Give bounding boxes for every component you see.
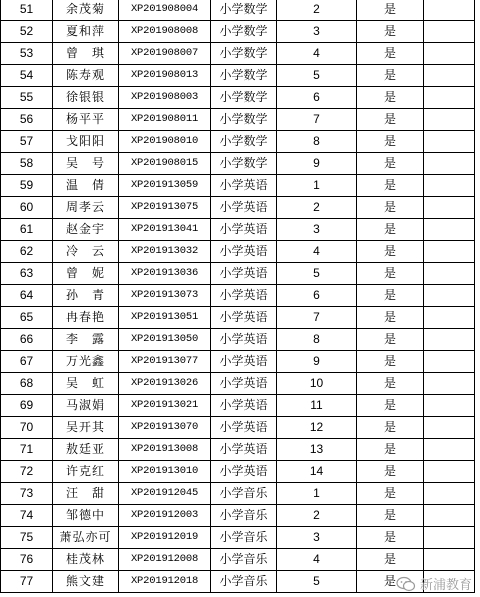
table-row (1, 175, 475, 197)
exam-id-cell: XP201913073 (119, 285, 211, 307)
candidate-name-cell: 陈寿观 (53, 65, 119, 87)
exam-id-cell: XP201912019 (119, 527, 211, 549)
qualified-cell: 是 (357, 87, 424, 109)
candidate-name-cell: 马淑娟 (53, 395, 119, 417)
subject-cell: 小学数学 (211, 21, 277, 43)
qualified-cell: 是 (357, 219, 424, 241)
rank-cell: 5 (277, 263, 357, 285)
subject-cell: 小学数学 (211, 87, 277, 109)
extra-cell (424, 21, 475, 43)
rank-cell: 4 (277, 43, 357, 65)
table-row (1, 549, 475, 571)
watermark-text: 新浦教育 (419, 578, 472, 593)
exam-id-cell: XP201912008 (119, 549, 211, 571)
extra-cell (424, 329, 475, 351)
subject-cell: 小学音乐 (211, 483, 277, 505)
candidate-name-cell: 温 倩 (53, 175, 119, 197)
candidate-name-cell: 萧弘亦可 (53, 527, 119, 549)
subject-cell: 小学音乐 (211, 549, 277, 571)
rank-cell: 6 (277, 87, 357, 109)
exam-id-cell: XP201908011 (119, 109, 211, 131)
exam-id-cell: XP201908015 (119, 153, 211, 175)
subject-cell: 小学英语 (211, 329, 277, 351)
qualified-cell: 是 (357, 131, 424, 153)
row-number-cell: 53 (1, 43, 53, 65)
table-row (1, 395, 475, 417)
exam-id-cell: XP201908013 (119, 65, 211, 87)
table-row (1, 131, 475, 153)
exam-id-cell: XP201908007 (119, 43, 211, 65)
extra-cell (424, 131, 475, 153)
row-number-cell: 55 (1, 87, 53, 109)
row-number-cell: 72 (1, 461, 53, 483)
subject-cell: 小学英语 (211, 417, 277, 439)
table-row (1, 307, 475, 329)
row-number-cell: 65 (1, 307, 53, 329)
exam-id-cell: XP201908003 (119, 87, 211, 109)
wechat-icon (396, 576, 416, 592)
candidate-name-cell: 戈阳阳 (53, 131, 119, 153)
exam-id-cell: XP201908008 (119, 21, 211, 43)
row-number-cell: 51 (1, 0, 53, 21)
qualified-cell: 是 (357, 153, 424, 175)
table-row (1, 43, 475, 65)
qualified-cell: 是 (357, 241, 424, 263)
row-number-cell: 52 (1, 21, 53, 43)
candidate-name-cell: 徐银银 (53, 87, 119, 109)
rank-cell: 8 (277, 329, 357, 351)
extra-cell (424, 219, 475, 241)
rank-cell: 11 (277, 395, 357, 417)
subject-cell: 小学英语 (211, 241, 277, 263)
row-number-cell: 71 (1, 439, 53, 461)
exam-id-cell: XP201908004 (119, 0, 211, 21)
candidate-name-cell: 夏和萍 (53, 21, 119, 43)
rank-cell: 8 (277, 131, 357, 153)
qualified-cell: 是 (357, 263, 424, 285)
subject-cell: 小学英语 (211, 175, 277, 197)
extra-cell (424, 461, 475, 483)
row-number-cell: 54 (1, 65, 53, 87)
extra-cell (424, 175, 475, 197)
qualified-cell: 是 (357, 417, 424, 439)
exam-id-cell: XP201913059 (119, 175, 211, 197)
candidate-name-cell: 余茂菊 (53, 0, 119, 21)
extra-cell (424, 307, 475, 329)
table-row (1, 351, 475, 373)
candidate-name-cell: 曾 妮 (53, 263, 119, 285)
candidate-name-cell: 吴开其 (53, 417, 119, 439)
row-number-cell: 57 (1, 131, 53, 153)
extra-cell (424, 43, 475, 65)
exam-id-cell: XP201913032 (119, 241, 211, 263)
rank-cell: 7 (277, 307, 357, 329)
candidate-name-cell: 冷 云 (53, 241, 119, 263)
exam-id-cell: XP201913021 (119, 395, 211, 417)
qualified-cell: 是 (357, 21, 424, 43)
subject-cell: 小学英语 (211, 197, 277, 219)
candidate-name-cell: 曾 琪 (53, 43, 119, 65)
qualified-cell: 是 (357, 197, 424, 219)
rank-cell: 3 (277, 21, 357, 43)
watermark (396, 574, 472, 593)
exam-id-cell: XP201912018 (119, 571, 211, 593)
qualified-cell: 是 (357, 285, 424, 307)
qualified-cell: 是 (357, 483, 424, 505)
row-number-cell: 62 (1, 241, 53, 263)
candidate-name-cell: 杨平平 (53, 109, 119, 131)
row-number-cell: 64 (1, 285, 53, 307)
table-row (1, 109, 475, 131)
rank-cell: 5 (277, 571, 357, 593)
exam-id-cell: XP201908010 (119, 131, 211, 153)
row-number-cell: 67 (1, 351, 53, 373)
exam-id-cell: XP201913008 (119, 439, 211, 461)
extra-cell (424, 549, 475, 571)
extra-cell (424, 0, 475, 21)
row-number-cell: 68 (1, 373, 53, 395)
subject-cell: 小学数学 (211, 65, 277, 87)
rank-cell: 13 (277, 439, 357, 461)
candidate-name-cell: 赵金宇 (53, 219, 119, 241)
table-row (1, 373, 475, 395)
subject-cell: 小学英语 (211, 439, 277, 461)
qualified-cell: 是 (357, 461, 424, 483)
exam-id-cell: XP201912003 (119, 505, 211, 527)
extra-cell (424, 241, 475, 263)
table-row (1, 285, 475, 307)
rank-cell: 9 (277, 351, 357, 373)
qualified-cell: 是 (357, 43, 424, 65)
table-row (1, 219, 475, 241)
extra-cell (424, 109, 475, 131)
candidate-name-cell: 李 露 (53, 329, 119, 351)
table-row (1, 527, 475, 549)
qualified-cell: 是 (357, 373, 424, 395)
exam-id-cell: XP201913051 (119, 307, 211, 329)
subject-cell: 小学音乐 (211, 505, 277, 527)
rank-cell: 4 (277, 241, 357, 263)
table-row (1, 153, 475, 175)
row-number-cell: 58 (1, 153, 53, 175)
subject-cell: 小学数学 (211, 43, 277, 65)
qualified-cell: 是 (357, 505, 424, 527)
subject-cell: 小学英语 (211, 461, 277, 483)
exam-id-cell: XP201913010 (119, 461, 211, 483)
rank-cell: 9 (277, 153, 357, 175)
qualified-cell: 是 (357, 307, 424, 329)
row-number-cell: 70 (1, 417, 53, 439)
rank-cell: 14 (277, 461, 357, 483)
row-number-cell: 56 (1, 109, 53, 131)
extra-cell (424, 527, 475, 549)
rank-cell: 1 (277, 175, 357, 197)
subject-cell: 小学英语 (211, 285, 277, 307)
extra-cell (424, 153, 475, 175)
exam-id-cell: XP201912045 (119, 483, 211, 505)
qualified-cell: 是 (357, 175, 424, 197)
exam-id-cell: XP201913050 (119, 329, 211, 351)
candidate-name-cell: 邹德中 (53, 505, 119, 527)
row-number-cell: 76 (1, 549, 53, 571)
rank-cell: 1 (277, 483, 357, 505)
qualified-cell: 是 (357, 439, 424, 461)
row-number-cell: 77 (1, 571, 53, 593)
qualified-cell: 是 (357, 395, 424, 417)
candidate-name-cell: 冉春艳 (53, 307, 119, 329)
candidate-name-cell: 周孝云 (53, 197, 119, 219)
exam-id-cell: XP201913041 (119, 219, 211, 241)
table-row (1, 461, 475, 483)
table-row (1, 197, 475, 219)
table-row (1, 483, 475, 505)
table-row (1, 263, 475, 285)
table-row (1, 417, 475, 439)
candidate-name-cell: 熊文建 (53, 571, 119, 593)
subject-cell: 小学英语 (211, 351, 277, 373)
candidate-name-cell: 万光鑫 (53, 351, 119, 373)
table-row (1, 21, 475, 43)
candidate-name-cell: 吴 号 (53, 153, 119, 175)
extra-cell (424, 285, 475, 307)
row-number-cell: 69 (1, 395, 53, 417)
rank-cell: 2 (277, 0, 357, 21)
subject-cell: 小学数学 (211, 153, 277, 175)
row-number-cell: 60 (1, 197, 53, 219)
rank-cell: 6 (277, 285, 357, 307)
exam-id-cell: XP201913077 (119, 351, 211, 373)
rank-cell: 5 (277, 65, 357, 87)
subject-cell: 小学英语 (211, 395, 277, 417)
subject-cell: 小学数学 (211, 0, 277, 21)
rank-cell: 7 (277, 109, 357, 131)
exam-id-cell: XP201913036 (119, 263, 211, 285)
row-number-cell: 61 (1, 219, 53, 241)
table-row (1, 65, 475, 87)
qualified-cell: 是 (357, 571, 424, 593)
subject-cell: 小学英语 (211, 307, 277, 329)
row-number-cell: 59 (1, 175, 53, 197)
extra-cell (424, 373, 475, 395)
row-number-cell: 75 (1, 527, 53, 549)
extra-cell (424, 483, 475, 505)
extra-cell (424, 417, 475, 439)
subject-cell: 小学英语 (211, 219, 277, 241)
table-row (1, 505, 475, 527)
exam-id-cell: XP201913026 (119, 373, 211, 395)
qualified-cell: 是 (357, 329, 424, 351)
candidate-name-cell: 汪 甜 (53, 483, 119, 505)
rank-cell: 2 (277, 505, 357, 527)
rank-cell: 4 (277, 549, 357, 571)
qualified-cell: 是 (357, 549, 424, 571)
table-row (1, 329, 475, 351)
candidate-name-cell: 桂茂林 (53, 549, 119, 571)
row-number-cell: 74 (1, 505, 53, 527)
exam-id-cell: XP201913075 (119, 197, 211, 219)
candidate-name-cell: 吴 虹 (53, 373, 119, 395)
extra-cell (424, 197, 475, 219)
subject-cell: 小学音乐 (211, 527, 277, 549)
rank-cell: 3 (277, 219, 357, 241)
exam-id-cell: XP201913070 (119, 417, 211, 439)
rank-cell: 2 (277, 197, 357, 219)
subject-cell: 小学数学 (211, 131, 277, 153)
candidate-name-cell: 孙 青 (53, 285, 119, 307)
extra-cell (424, 87, 475, 109)
candidate-name-cell: 许克红 (53, 461, 119, 483)
qualified-cell: 是 (357, 0, 424, 21)
table-row (1, 0, 475, 21)
row-number-cell: 73 (1, 483, 53, 505)
table-row (1, 439, 475, 461)
extra-cell (424, 351, 475, 373)
table-row (1, 87, 475, 109)
extra-cell (424, 439, 475, 461)
subject-cell: 小学英语 (211, 263, 277, 285)
subject-cell: 小学音乐 (211, 571, 277, 593)
extra-cell (424, 263, 475, 285)
qualified-cell: 是 (357, 527, 424, 549)
qualified-cell: 是 (357, 351, 424, 373)
extra-cell (424, 505, 475, 527)
table-row (1, 241, 475, 263)
qualified-cell: 是 (357, 109, 424, 131)
row-number-cell: 66 (1, 329, 53, 351)
table-body (1, 0, 475, 593)
rank-cell: 3 (277, 527, 357, 549)
subject-cell: 小学数学 (211, 109, 277, 131)
row-number-cell: 63 (1, 263, 53, 285)
rank-cell: 12 (277, 417, 357, 439)
extra-cell (424, 65, 475, 87)
rank-cell: 10 (277, 373, 357, 395)
qualified-cell: 是 (357, 65, 424, 87)
candidate-name-cell: 敖廷亚 (53, 439, 119, 461)
subject-cell: 小学英语 (211, 373, 277, 395)
extra-cell (424, 395, 475, 417)
